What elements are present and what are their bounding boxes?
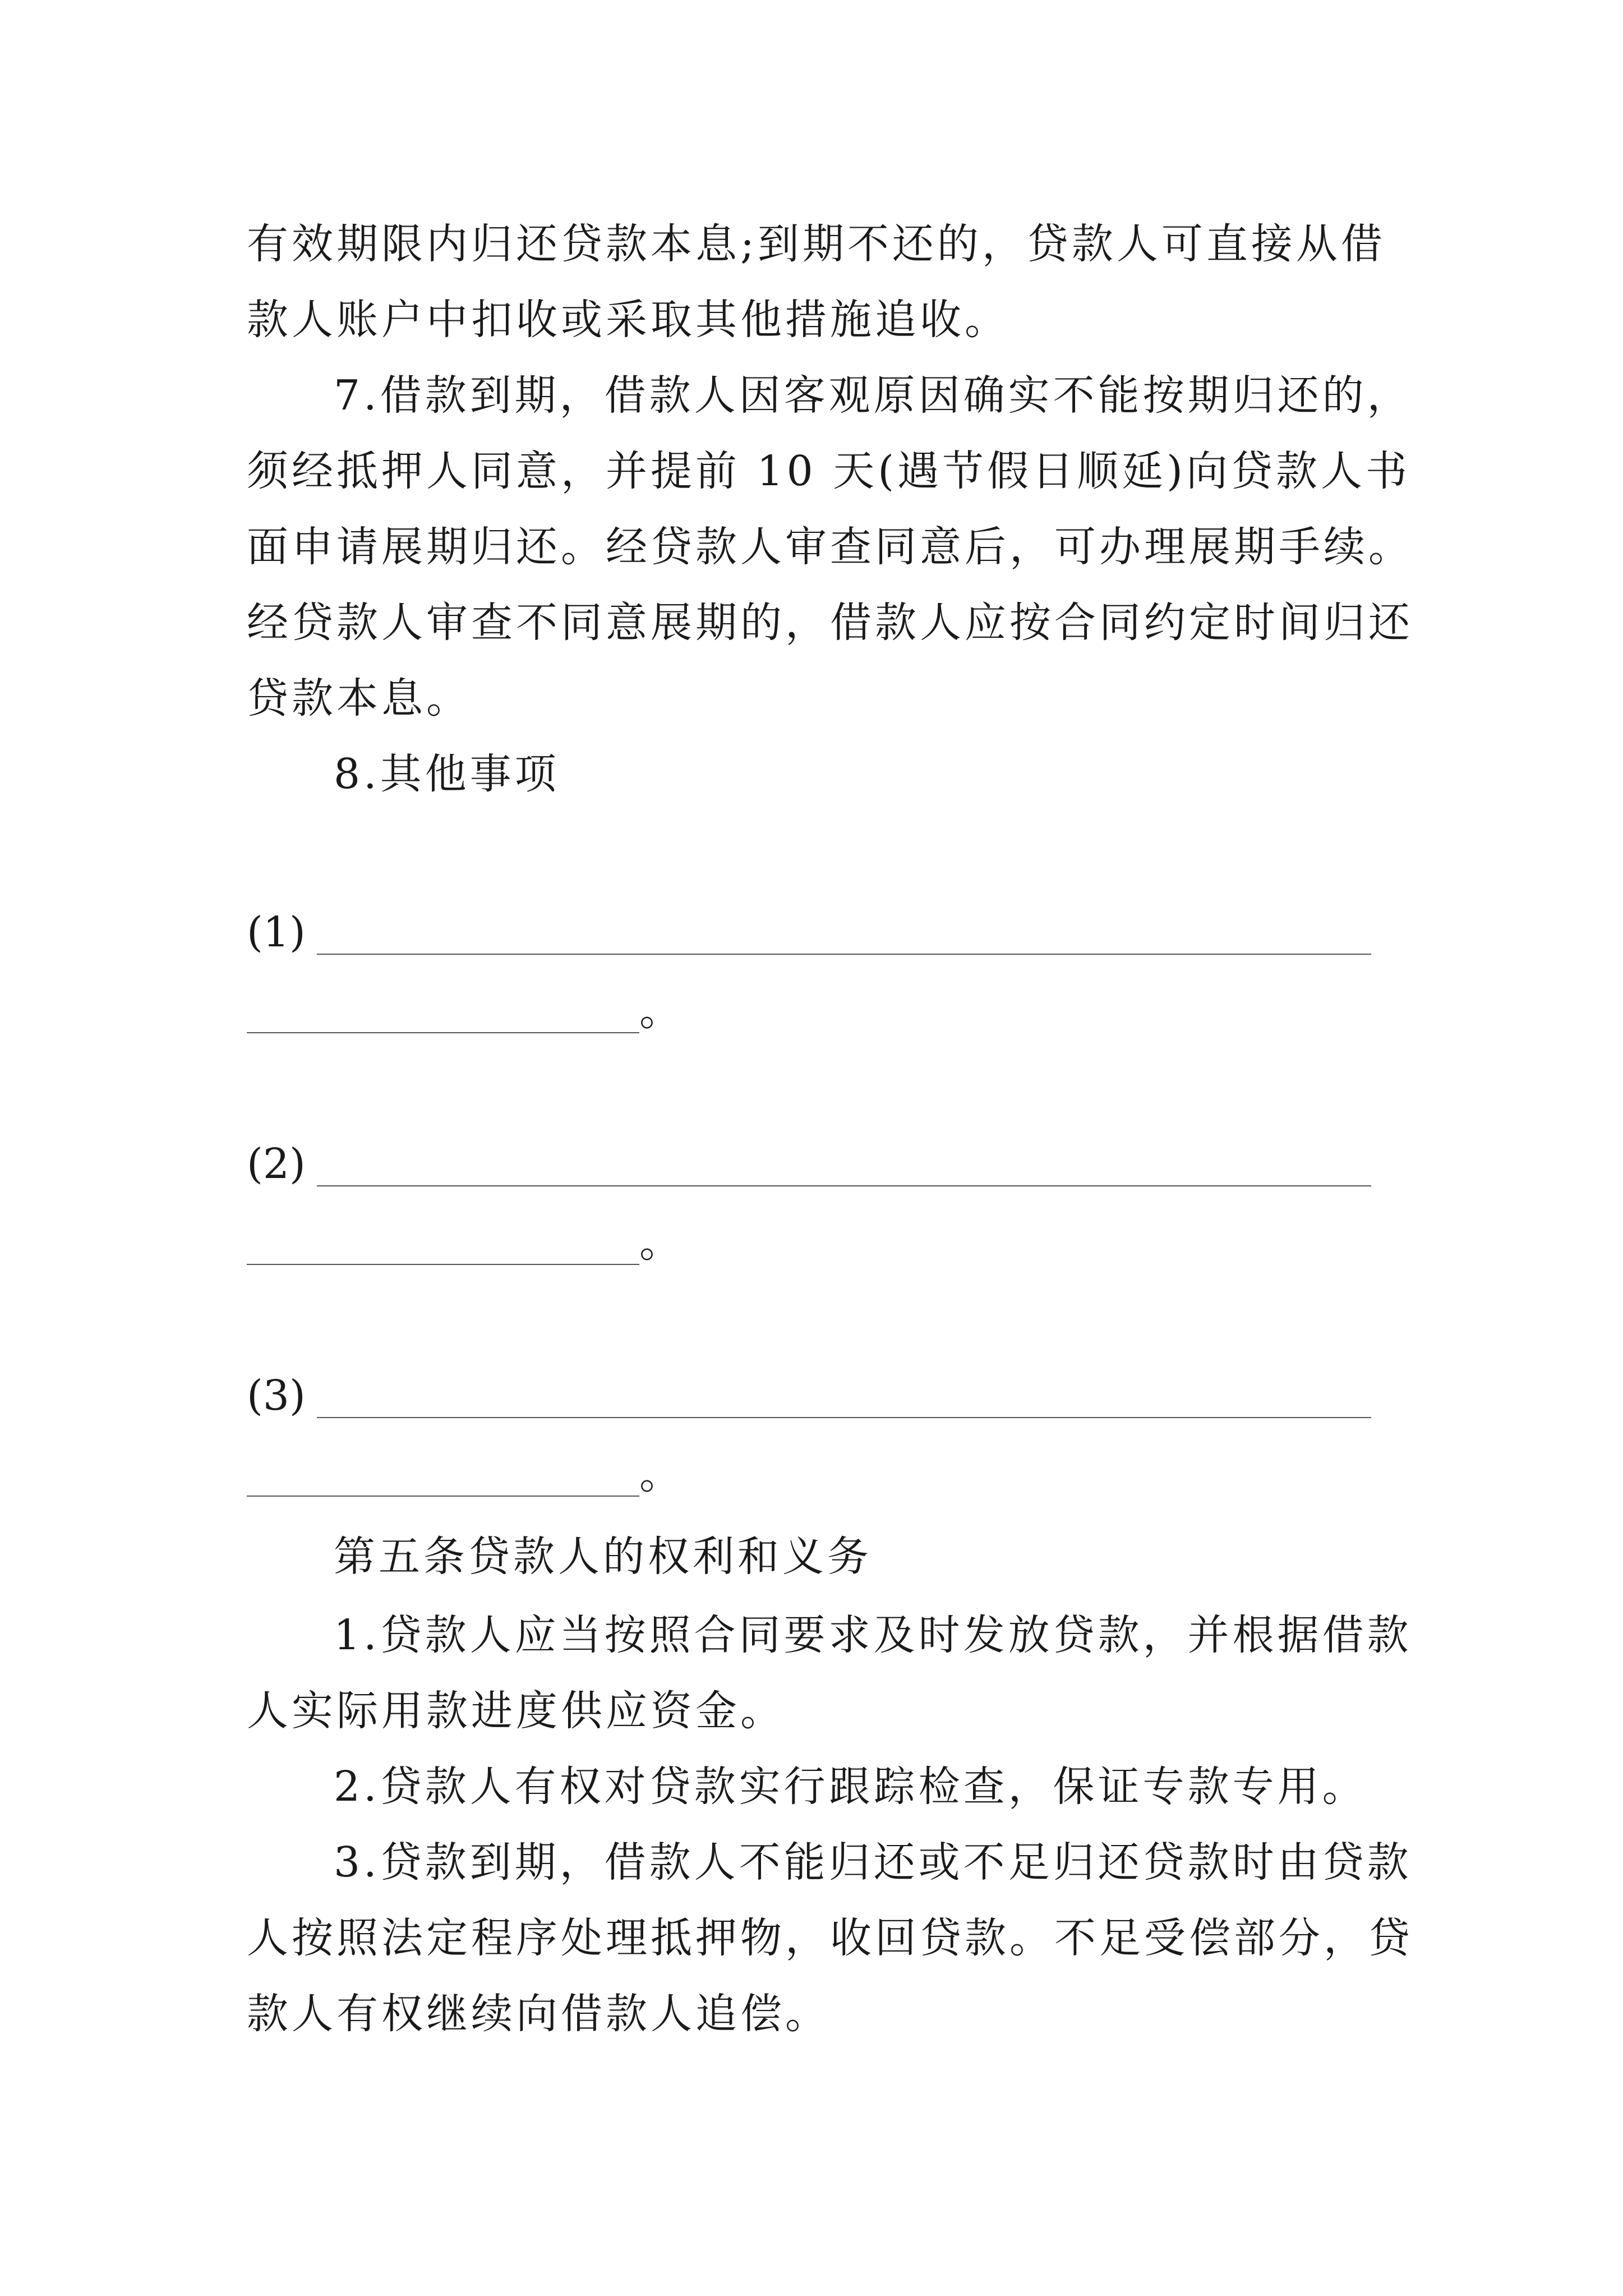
end-mark: 。 (639, 1450, 681, 1498)
blank-item-number: (3) (247, 1372, 306, 1420)
text-line: 3.贷款到期，借款人不能归还或不足归还贷款时由贷款 (334, 1838, 1412, 1887)
text-line: 款人有权继续向借款人追偿。 (247, 1990, 830, 2038)
text-line: 2.贷款人有权对贷款实行跟踪检查，保证专款专用。 (334, 1763, 1367, 1811)
text-line: 须经抵押人同意，并提前 10 天(遇节假日顺延)向贷款人书 (247, 447, 1410, 495)
text-line: 经贷款人审查不同意展期的，借款人应按合同约定时间归还 (247, 599, 1413, 647)
fill-in-underline (317, 954, 1371, 955)
text-line: 1.贷款人应当按照合同要求及时发放贷款，并根据借款 (334, 1611, 1412, 1659)
fill-in-underline (317, 1417, 1371, 1418)
fill-in-underline (317, 1185, 1371, 1186)
fill-in-underline (247, 1496, 639, 1497)
text-line: 贷款本息。 (247, 674, 471, 723)
article-heading: 第五条贷款人的权利和义务 (334, 1533, 872, 1581)
text-line: 有效期限内归还贷款本息;到期不还的，贷款人可直接从借 (247, 220, 1386, 268)
end-mark: 。 (639, 1218, 681, 1267)
text-line: 款人账户中扣收或采取其他措施追收。 (247, 296, 1009, 344)
text-line: 人实际用款进度供应资金。 (247, 1687, 785, 1735)
blank-item-number: (2) (247, 1140, 306, 1188)
text-line: 7.借款到期，借款人因客观原因确实不能按期归还的， (334, 371, 1412, 420)
text-line: 面申请展期归还。经贷款人审查同意后，可办理展期手续。 (247, 523, 1413, 571)
fill-in-underline (247, 1264, 639, 1265)
text-line: 人按照法定程序处理抵押物，收回贷款。不足受偿部分，贷 (247, 1914, 1413, 1962)
section-heading: 8.其他事项 (334, 750, 560, 798)
end-mark: 。 (639, 987, 681, 1035)
fill-in-underline (247, 1032, 639, 1033)
blank-item-number: (1) (247, 908, 306, 956)
